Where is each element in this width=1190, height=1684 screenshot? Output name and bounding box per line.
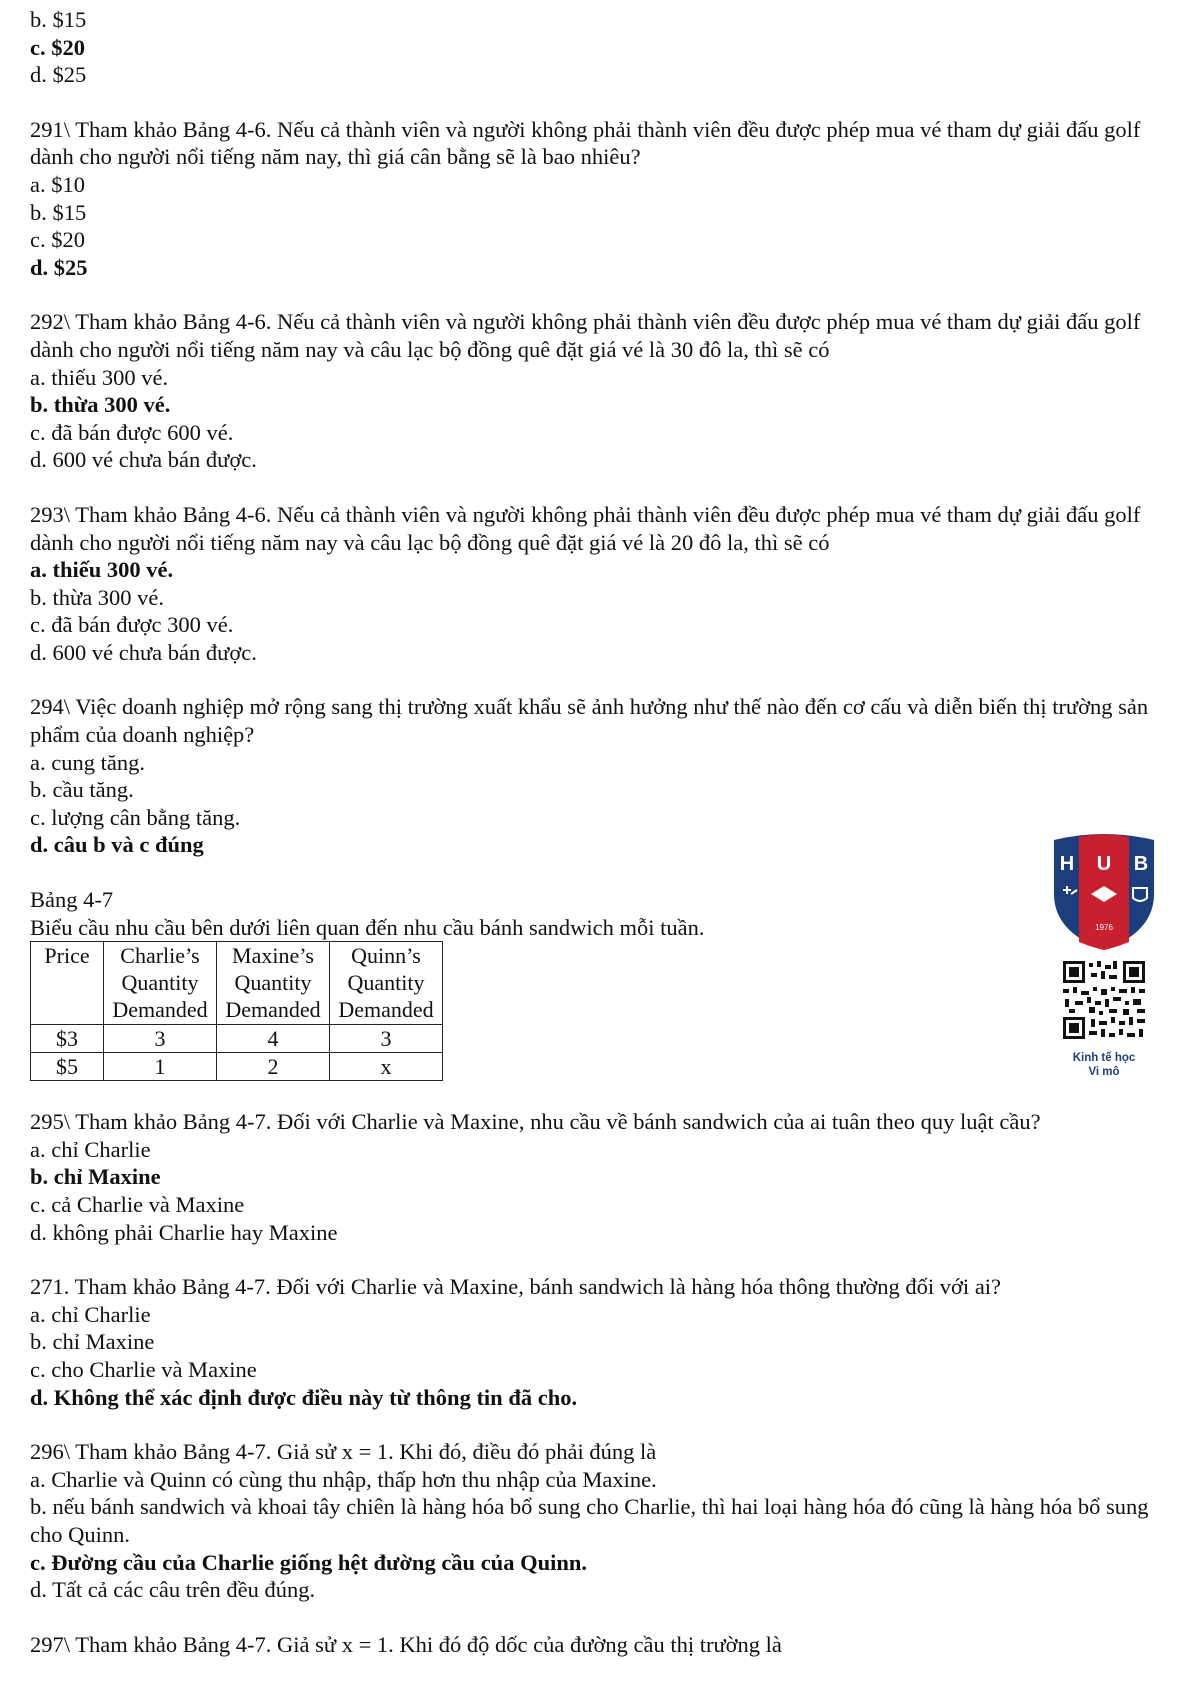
question-296 <box>30 1438 1160 1604</box>
option: d. không phải Charlie hay Maxine <box>30 1219 338 1245</box>
qr-code-icon <box>1049 955 1159 1045</box>
option: b. chỉ Maxine <box>30 1329 155 1355</box>
table-cell: 3 <box>330 1025 443 1053</box>
question-293 <box>30 501 1160 667</box>
table-4-7-section <box>30 886 1160 1081</box>
option: c. cả Charlie và Maxine <box>30 1192 245 1217</box>
question-text: 294\ Việc doanh nghiệp mở rộng sang thị trường xuất khẩu sẽ ảnh hưởng như thế nào đến cơ cấu và diễn biến thị trường sản phẩm của doanh nghiệp? <box>30 694 1149 748</box>
option: a. Charlie và Quinn có cùng thu nhập, thấp hơn thu nhập của Maxine. <box>30 1466 657 1492</box>
hub-logo <box>1049 832 1159 1092</box>
table-cell: 3 <box>104 1025 217 1053</box>
logo-letter: H <box>1059 853 1075 875</box>
correct-option: d. Không thể xác định được điều này từ thông tin đã cho. <box>30 1384 578 1410</box>
option: b. $15 <box>30 199 87 225</box>
table-row <box>31 1025 443 1053</box>
table-cell: x <box>330 1053 443 1081</box>
table-cell: 2 <box>217 1053 330 1081</box>
option: a. thiếu 300 vé. <box>30 364 169 390</box>
question-text: 292\ Tham khảo Bảng 4-6. Nếu cả thành viên và người không phải thành viên đều được phép mua vé tham dự giải đấu golf dành cho người nổi tiếng năm nay và câu lạc bộ đồng quê đặt giá vé là 30 đô la, thì sẽ có <box>30 309 1141 362</box>
logo-subcaption: Vi mô <box>1088 1066 1120 1079</box>
logo-letter: U <box>1096 853 1112 875</box>
table-cell: $3 <box>31 1025 104 1053</box>
option: c. lượng cân bằng tăng. <box>30 804 241 830</box>
correct-option: a. thiếu 300 vé. <box>30 557 174 583</box>
option: b. nếu bánh sandwich và khoai tây chiên là hàng hóa bổ sung cho Charlie, thì hai loại hàng hóa đó cũng là hàng hóa bổ sung cho Quinn. <box>30 1494 1149 1547</box>
question-text: 296\ Tham khảo Bảng 4-7. Giả sử x = 1. Khi đó, điều đó phải đúng là <box>30 1439 657 1465</box>
question-text: 295\ Tham khảo Bảng 4-7. Đối với Charlie và Maxine, nhu cầu về bánh sandwich của ai tuân theo quy luật cầu? <box>30 1109 1041 1135</box>
question-text: 297\ Tham khảo Bảng 4-7. Giả sử x = 1. Khi đó độ dốc của đường cầu thị trường là <box>30 1631 782 1657</box>
document-page <box>30 6 1160 1658</box>
correct-option: c. Đường cầu của Charlie giống hệt đường cầu của Quinn. <box>30 1549 587 1575</box>
question-291 <box>30 116 1160 282</box>
correct-option: d. câu b và c đúng <box>30 832 204 858</box>
option: c. cho Charlie và Maxine <box>30 1356 257 1382</box>
question-text: 293\ Tham khảo Bảng 4-6. Nếu cả thành viên và người không phải thành viên đều được phép mua vé tham dự giải đấu golf dành cho người nổi tiếng năm nay và câu lạc bộ đồng quê đặt giá vé là 20 đô la, thì sẽ có <box>30 501 1141 555</box>
demand-schedule-table <box>30 941 443 1081</box>
option: a. cung tăng. <box>30 749 145 775</box>
question-text: 271. Tham khảo Bảng 4-7. Đối với Charlie và Maxine, bánh sandwich là hàng hóa thông thường đối với ai? <box>30 1274 1002 1300</box>
logo-caption: Kinh tế học <box>1072 1052 1136 1065</box>
correct-option: b. thừa 300 vé. <box>30 392 171 418</box>
header-charlie: Charlie’s Quantity Demanded <box>104 942 217 1025</box>
question-292 <box>30 308 1160 474</box>
question-294 <box>30 693 1160 859</box>
option: c. đã bán được 300 vé. <box>30 612 234 638</box>
option: a. chỉ Charlie <box>30 1136 151 1162</box>
option: d. 600 vé chưa bán được. <box>30 639 257 665</box>
option: c. đã bán được 600 vé. <box>30 419 234 445</box>
logo-letter: B <box>1133 853 1149 875</box>
table-cell: $5 <box>31 1053 104 1081</box>
option: d. $25 <box>30 62 87 88</box>
option: d. Tất cả các câu trên đều đúng. <box>30 1577 316 1603</box>
table-title: Bảng 4-7 <box>30 887 114 913</box>
option: c. $20 <box>30 227 85 253</box>
question-297 <box>30 1631 1160 1659</box>
intro-options <box>30 6 1160 89</box>
logo-year: 1976 <box>1095 923 1113 932</box>
question-295 <box>30 1108 1160 1246</box>
header-quinn: Quinn’s Quantity Demanded <box>330 942 443 1025</box>
header-maxine: Maxine’s Quantity Demanded <box>217 942 330 1025</box>
option: b. thừa 300 vé. <box>30 584 165 610</box>
option: d. 600 vé chưa bán được. <box>30 447 257 473</box>
option: b. cầu tăng. <box>30 777 134 803</box>
correct-option: d. $25 <box>30 254 88 280</box>
question-271 <box>30 1273 1160 1411</box>
correct-option: c. $20 <box>30 34 85 60</box>
table-header-row <box>31 942 443 1025</box>
option: a. chỉ Charlie <box>30 1301 151 1327</box>
option: a. $10 <box>30 171 85 197</box>
table-row <box>31 1053 443 1081</box>
question-text: 291\ Tham khảo Bảng 4-6. Nếu cả thành viên và người không phải thành viên đều được phép mua vé tham dự giải đấu golf dành cho người nổi tiếng năm nay, thì giá cân bằng sẽ là bao nhiêu? <box>30 116 1141 170</box>
hub-shield-icon <box>1049 832 1159 952</box>
correct-option: b. chỉ Maxine <box>30 1164 161 1190</box>
option: b. $15 <box>30 7 87 32</box>
table-cell: 4 <box>217 1025 330 1053</box>
table-caption: Biểu cầu nhu cầu bên dưới liên quan đến nhu cầu bánh sandwich mỗi tuần. <box>30 914 705 940</box>
table-cell: 1 <box>104 1053 217 1081</box>
header-price: Price <box>31 942 104 1025</box>
